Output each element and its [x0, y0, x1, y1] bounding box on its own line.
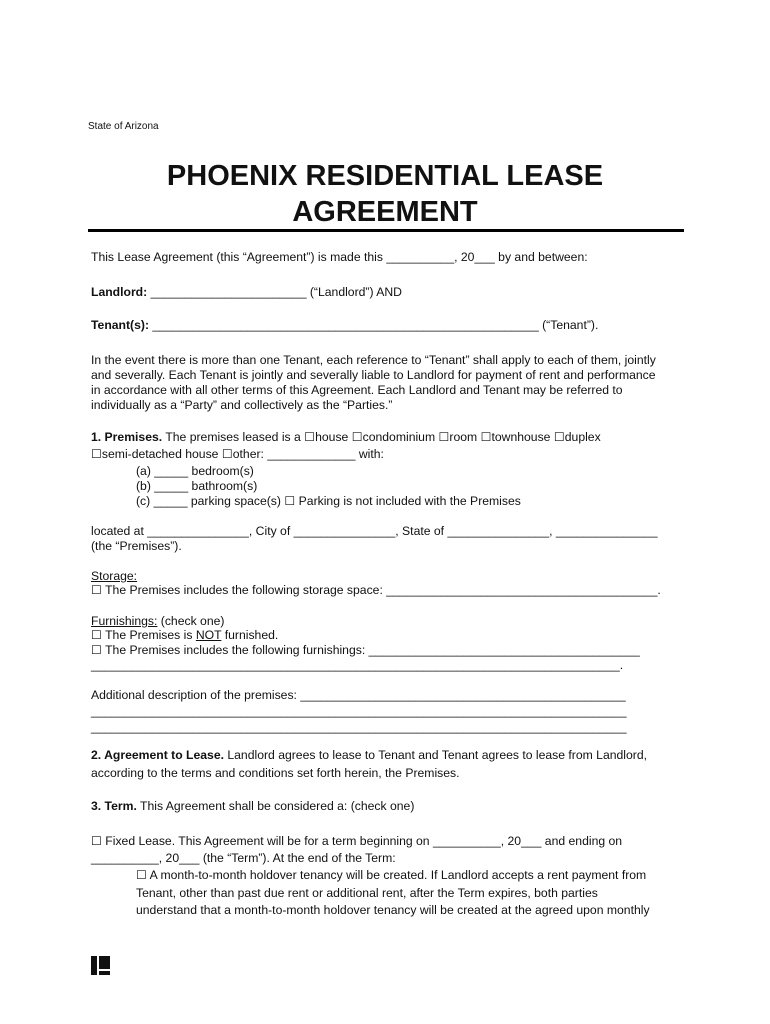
term-heading: 3. Term. [91, 799, 137, 813]
fixed-lease-line2: __________, 20___ (the “Term”). At the end of the Term: [91, 851, 396, 865]
landlord-line [91, 285, 402, 300]
document-title-line1: PHOENIX RESIDENTIAL LEASE [166, 160, 604, 192]
premises-type-options-cont: ☐semi-detached house ☐other: _____________ with: [91, 447, 384, 461]
premises-heading: 1. Premises. [91, 430, 163, 444]
premises-item-bathrooms: (b) _____ bathroom(s) [136, 479, 258, 493]
storage-label: Storage: [91, 569, 138, 583]
premises-type-options: The premises leased is a ☐house ☐condominium ☐room ☐townhouse ☐duplex [162, 430, 601, 444]
parties-paragraph-line: In the event there is more than one Tenant, each reference to “Tenant” shall apply to each of them, jointly [91, 353, 656, 367]
agreement-line1: 2. Agreement to Lease. Landlord agrees to lease to Tenant and Tenant agrees to lease from Landlord, [91, 748, 648, 762]
storage-line: ☐ The Premises includes the following storage space: ________________________________________. [91, 583, 661, 597]
furnishings-includes: ☐ The Premises includes the following furnishings: ________________________________________ [91, 643, 640, 657]
premises-line1 [91, 430, 601, 445]
tenant-label: Tenant(s): [91, 318, 149, 332]
document-title-line2: AGREEMENT [292, 196, 478, 228]
intro-line: This Lease Agreement (this “Agreement”) is made this __________, 20___ by and between: [91, 250, 588, 264]
furnishings-label: Furnishings: [91, 614, 158, 628]
agreement-line2: according to the terms and conditions set forth herein, the Premises. [91, 766, 460, 780]
additional-description-line: Additional description of the premises: ________________________________________________ [91, 688, 626, 702]
parties-paragraph-line: individually as a “Party” and collectively as the “Parties.” [91, 398, 393, 412]
premises-item-parking: (c) _____ parking space(s) ☐ Parking is not included with the Premises [136, 494, 521, 508]
month-to-month-line2: Tenant, other than past due rent or additional rent, after the Term expires, both parties [136, 886, 598, 900]
premises-location-line: located at _______________, City of _______________, State of _______________, _______________ [91, 524, 658, 538]
state-label: State of Arizona [88, 121, 159, 132]
additional-description-blank: _______________________________________________________________________________ [91, 720, 627, 734]
title-divider [88, 229, 684, 232]
term-line: 3. Term. This Agreement shall be considered a: (check one) [91, 799, 415, 813]
furnishings-note: (check one) [157, 614, 225, 628]
furnishings-includes-cont: ______________________________________________________________________________. [91, 658, 624, 672]
premises-location-cont: (the “Premises”). [91, 539, 182, 553]
additional-description-blank: _______________________________________________________________________________ [91, 704, 627, 718]
furnishings-not-furnished: ☐ The Premises is NOT furnished. [91, 628, 279, 642]
month-to-month-line3: understand that a month-to-month holdover tenancy will be created at the agreed upon monthly [136, 903, 650, 917]
lawdistrict-logo-icon [91, 956, 110, 975]
landlord-label: Landlord: [91, 285, 148, 299]
landlord-text: _______________________ (“Landlord”) AND [147, 285, 402, 299]
furnishings-line [91, 614, 224, 629]
tenant-text: _________________________________________________________ (“Tenant”). [149, 318, 599, 332]
parties-paragraph-line: in accordance with all other terms of this Agreement. Each Landlord and Tenant may be referred to [91, 383, 623, 397]
parties-paragraph-line: and severally. Each Tenant is jointly and severally liable to Landlord for payment of rent and performance [91, 368, 656, 382]
tenant-line [91, 318, 598, 333]
fixed-lease-line1: ☐ Fixed Lease. This Agreement will be for a term beginning on __________, 20___ and ending on [91, 834, 623, 848]
month-to-month-line1: ☐ A month-to-month holdover tenancy will be created. If Landlord accepts a rent payment from [136, 868, 647, 882]
agreement-heading: 2. Agreement to Lease. [91, 748, 224, 762]
premises-item-bedrooms: (a) _____ bedroom(s) [136, 464, 254, 478]
